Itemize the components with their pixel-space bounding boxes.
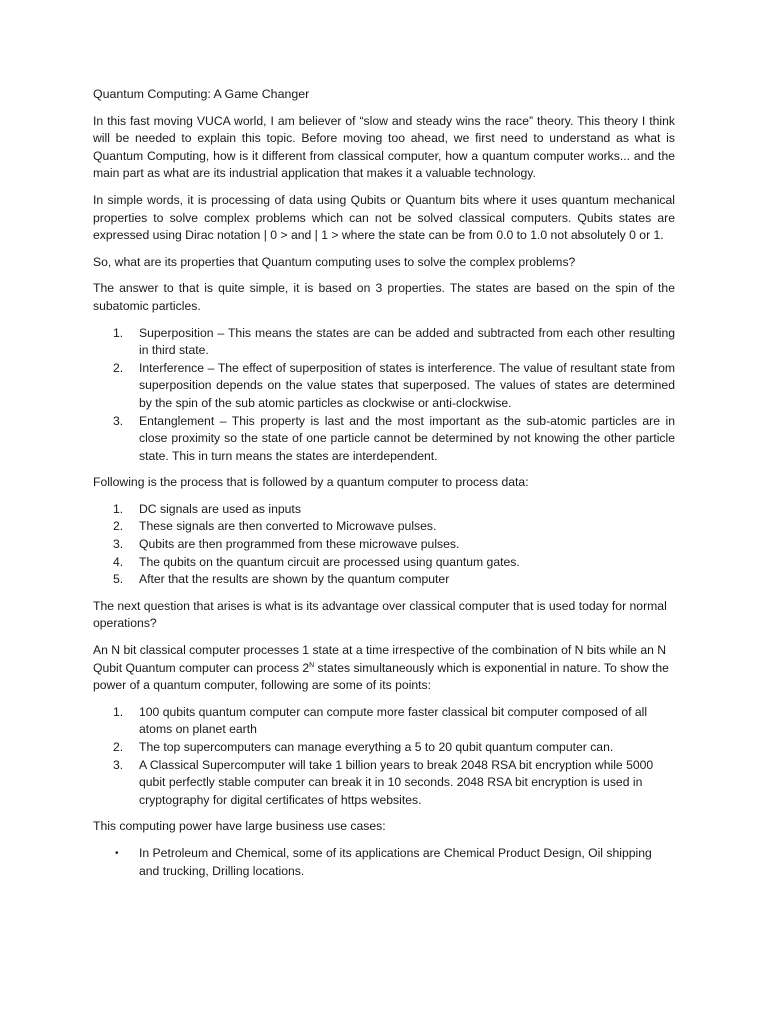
properties-question: So, what are its properties that Quantum computing uses to solve the complex problems? xyxy=(93,254,576,269)
list-item xyxy=(93,518,675,536)
intro-paragraph: In this fast moving VUCA world, I am believer of “slow and steady wins the race” theory. This theory I think will be needed to explain this topic. Before moving too ahead, we first need to understand as what is Quantum Computing, how is it different from classical computer, how a quantum computer works... and the main part as what are its industrial application that makes it a valuable technology. xyxy=(93,113,675,181)
list-number: 2. xyxy=(113,360,124,375)
list-number: 3. xyxy=(113,537,124,552)
list-item-text: Qubits are then programmed from these microwave pulses. xyxy=(139,537,460,552)
document-page xyxy=(93,86,675,889)
list-item xyxy=(93,739,675,757)
list-number: 1. xyxy=(113,704,124,719)
properties-answer: The answer to that is quite simple, it is based on 3 properties. The states are based on the spin of the subatomic particles. xyxy=(93,281,675,313)
list-item-text: After that the results are shown by the quantum computer xyxy=(139,572,450,587)
list-number: 3. xyxy=(113,413,124,428)
nbit-text-part1: An N bit classical computer processes 1 state at a time irrespective of the combination of N bits while an N Qubit Quantum computer can process 2 xyxy=(93,643,667,675)
list-item-text: In Petroleum and Chemical, some of its applications are Chemical Product Design, Oil shipping and trucking, Drilling locations. xyxy=(139,845,652,878)
list-number: 1. xyxy=(113,501,124,516)
list-item-text: 100 qubits quantum computer can compute more faster classical bit computer composed of all atoms on planet earth xyxy=(139,704,648,737)
nbit-text-part2: states simultaneously which is exponential in nature. To show the power of a quantum computer, following are some of its points: xyxy=(93,660,669,693)
list-item xyxy=(93,845,675,880)
process-intro: Following is the process that is followed by a quantum computer to process data: xyxy=(93,475,529,490)
bullet-icon: • xyxy=(115,847,119,859)
list-item xyxy=(93,571,675,589)
list-item xyxy=(93,536,675,554)
advantage-question: The next question that arises is what is its advantage over classical computer that is used today for normal operations? xyxy=(93,598,667,631)
list-item xyxy=(93,757,675,810)
list-number: 5. xyxy=(113,572,124,587)
nbit-paragraph xyxy=(93,642,675,695)
power-points-list xyxy=(93,704,675,810)
definition-paragraph: In simple words, it is processing of data using Qubits or Quantum bits where it uses quantum mechanical properties to solve complex problems which can not be solved classical computers. Qubits states are expressed using Dirac notation | 0 > and | 1 > where the state can be from 0.0 to 1.0 not absolutely 0 or 1. xyxy=(93,192,675,243)
list-number: 2. xyxy=(113,740,124,754)
list-number: 2. xyxy=(113,519,124,534)
list-item xyxy=(93,704,675,739)
list-number: 1. xyxy=(113,325,124,340)
list-item-text: The qubits on the quantum circuit are processed using quantum gates. xyxy=(139,554,520,569)
list-item-text: A Classical Supercomputer will take 1 billion years to break 2048 RSA bit encryption while 5000 qubit perfectly stable computer can break it in 10 seconds. 2048 RSA bit encryption is used in cryptography for digital certificates of https websites. xyxy=(139,757,654,807)
business-intro: This computing power have large business use cases: xyxy=(93,819,386,834)
list-item-text: These signals are then converted to Microwave pulses. xyxy=(139,519,437,534)
properties-list xyxy=(93,325,675,466)
nbit-exponent: N xyxy=(309,661,315,669)
list-item-text: Interference – The effect of superposition of states is interference. The value of resultant state from superposition depends on the value states that superposed. The values of states are determined by the spin of the sub atomic particles as clockwise or anti-clockwise. xyxy=(139,360,675,410)
list-item-text: Superposition – This means the states are can be added and subtracted from each other resulting in third state. xyxy=(139,325,675,358)
document-title: Quantum Computing: A Game Changer xyxy=(93,87,310,101)
list-item-text: Entanglement – This property is last and the most important as the sub-atomic particles are in close proximity so the state of one particle cannot be determined by not knowing the other particle state. This in turn means the states are interdependent. xyxy=(139,413,675,463)
list-item xyxy=(93,325,675,360)
business-cases-list xyxy=(93,845,675,880)
list-item xyxy=(93,501,675,519)
list-item-text: The top supercomputers can manage everything a 5 to 20 qubit quantum computer can. xyxy=(139,740,614,754)
list-item xyxy=(93,413,675,466)
list-number: 4. xyxy=(113,554,124,569)
list-number: 3. xyxy=(113,757,124,772)
list-item xyxy=(93,360,675,413)
list-item-text: DC signals are used as inputs xyxy=(139,501,301,516)
process-steps-list xyxy=(93,501,675,589)
list-item xyxy=(93,554,675,572)
